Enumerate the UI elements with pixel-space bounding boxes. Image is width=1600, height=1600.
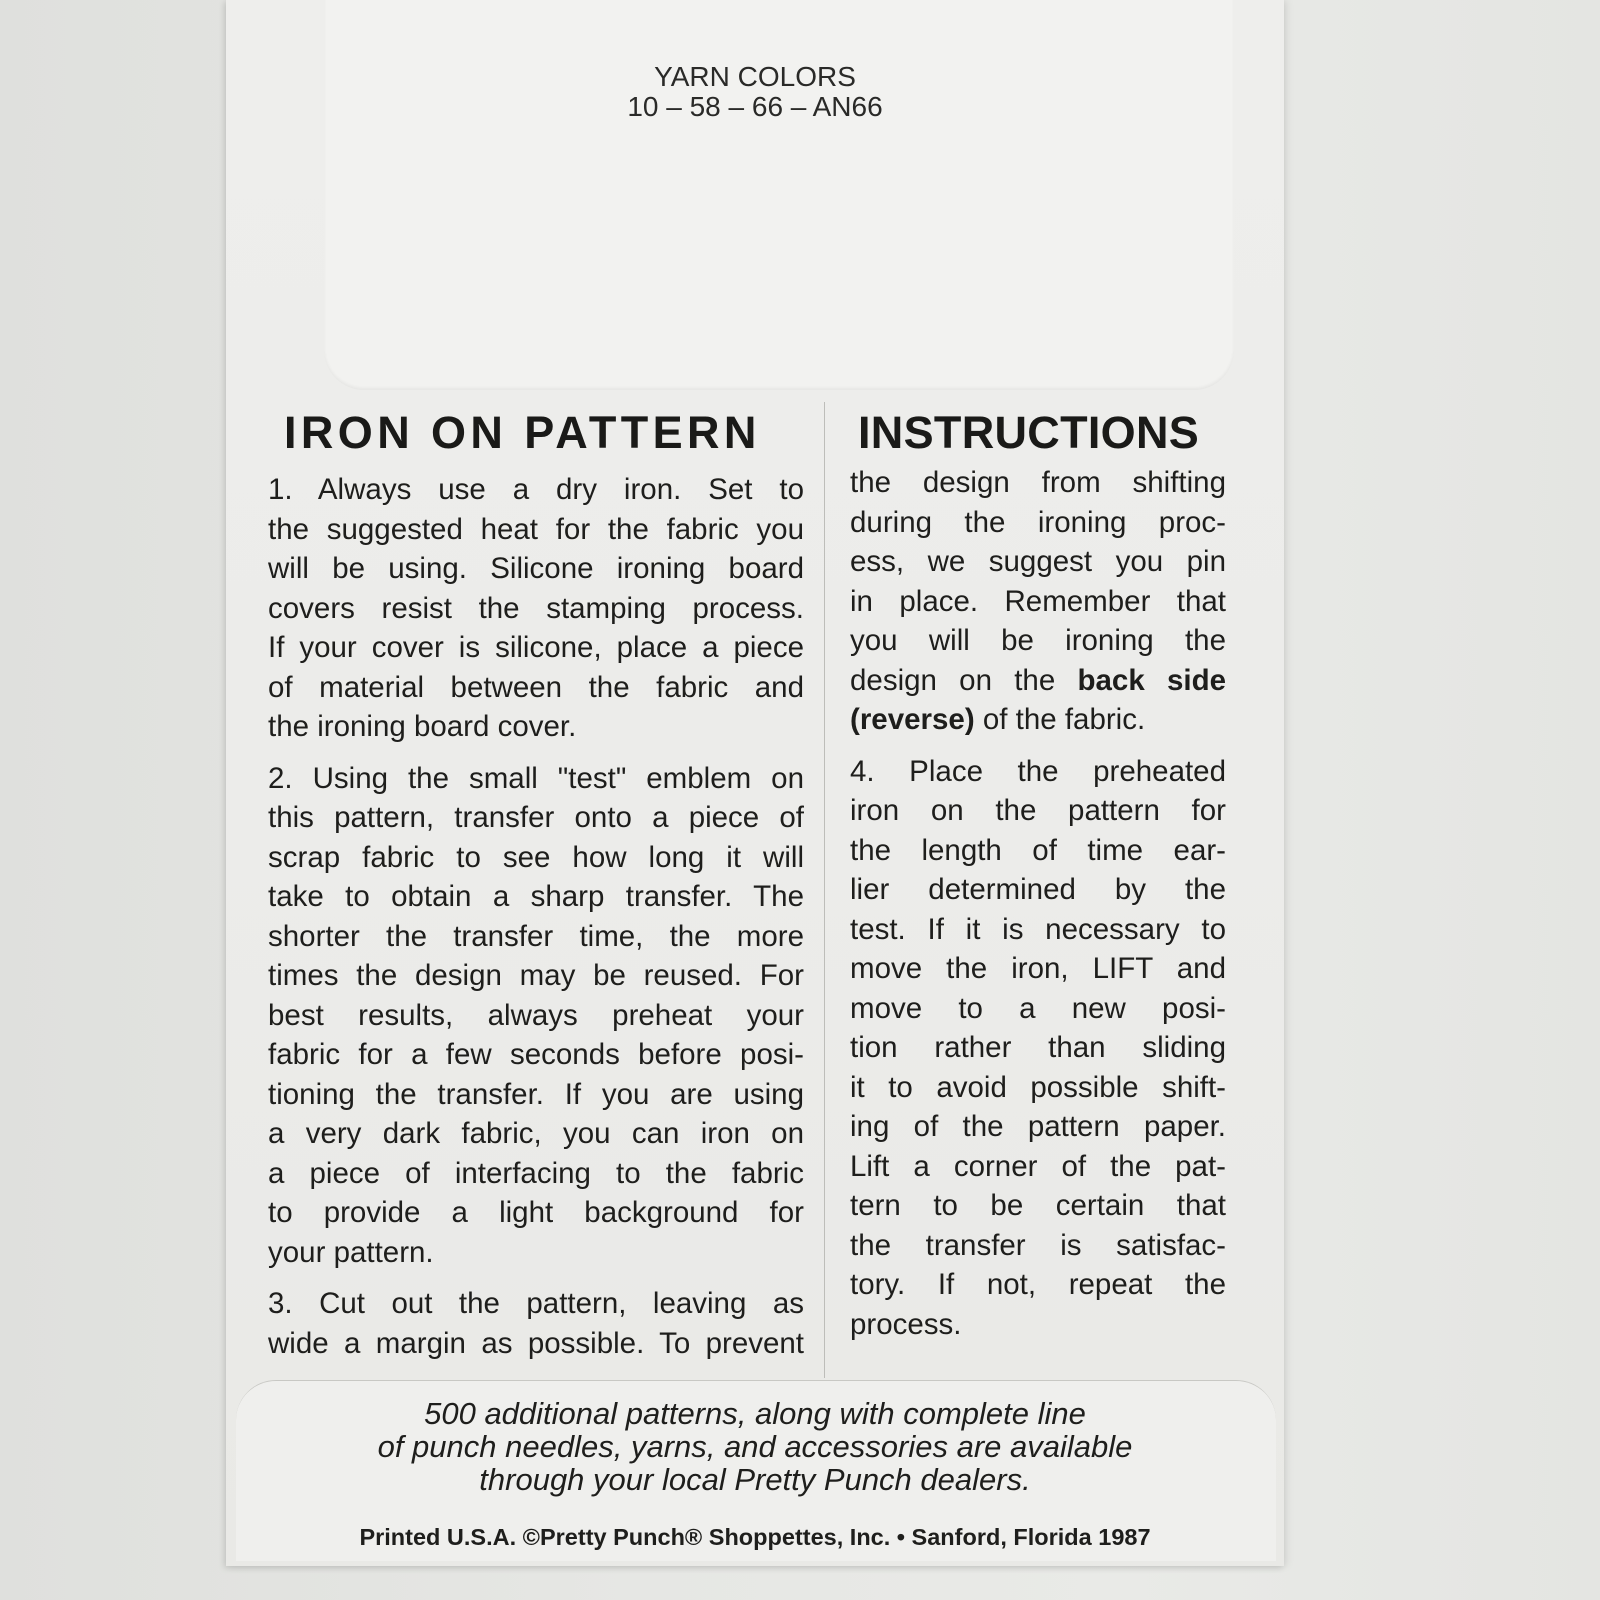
left-instructions-column	[268, 470, 804, 1363]
step3-continued-line	[850, 661, 1226, 701]
step1-line: the suggested heat for the fabric you	[268, 512, 804, 546]
step2-line: to provide a light background for	[268, 1196, 804, 1229]
pattern-envelope	[226, 0, 1284, 1566]
yarn-colors-block	[226, 62, 1284, 122]
step1-line: covers resist the stamping process.	[268, 591, 804, 625]
column-divider	[824, 402, 825, 1378]
step4-line: tory. If not, repeat the	[850, 1268, 1226, 1301]
step1-line: will be using. Silicone ironing board	[268, 552, 804, 585]
step4-line: move to a new posi-	[850, 991, 1226, 1025]
step3-text: of the fabric.	[974, 703, 1146, 736]
step4-line: Lift a corner of the pat-	[850, 1149, 1226, 1183]
yarn-colors-title: YARN COLORS	[654, 61, 856, 92]
step2-line: times the design may be reused. For	[268, 959, 804, 992]
step3-continued-line: during the ironing proc-	[850, 505, 1226, 539]
step2-line: a very dark fabric, you can iron on	[268, 1117, 804, 1150]
step2-line: your pattern.	[268, 1235, 434, 1269]
instructions-heading: INSTRUCTIONS	[858, 407, 1200, 458]
step3-line: 3. Cut out the pattern, leaving as	[268, 1287, 804, 1320]
step4-line: iron on the pattern for	[850, 794, 1226, 827]
paragraph-gap	[268, 747, 804, 759]
step1-line: the ironing board cover.	[268, 710, 577, 743]
step2-line: a piece of interfacing to the fabric	[268, 1156, 804, 1190]
printed-credit: Printed U.S.A. ©Pretty Punch® Shoppettes, Inc. • Sanford, Florida 1987	[359, 1524, 1151, 1550]
step3-continued-line: the design from shifting	[850, 466, 1226, 499]
step4-line: 4. Place the preheated	[850, 754, 1226, 788]
step1-line: If your cover is silicone, place a piece	[268, 631, 804, 664]
right-instructions-column	[850, 463, 1226, 1344]
promo-text	[226, 1397, 1284, 1496]
step4-line: tion rather than sliding	[850, 1031, 1226, 1064]
step4-line: the length of time ear-	[850, 833, 1226, 867]
reverse-emphasis: (reverse)	[850, 703, 975, 736]
step2-line: take to obtain a sharp transfer. The	[268, 880, 804, 913]
yarn-color-codes: 10 – 58 – 66 – AN66	[627, 91, 883, 122]
back-side-emphasis: back side	[1077, 663, 1226, 697]
paragraph-gap	[268, 1272, 804, 1284]
step4-line: the transfer is satisfac-	[850, 1228, 1226, 1262]
envelope-window	[324, 0, 1234, 390]
step4-line: lier determined by the	[850, 873, 1226, 906]
step2-line: fabric for a few seconds before posi-	[268, 1038, 804, 1071]
step4-line: test. If it is necessary to	[850, 912, 1226, 946]
step4-line: ing of the pattern paper.	[850, 1110, 1226, 1143]
step2-line: shorter the transfer time, the more	[268, 919, 804, 953]
promo-line: of punch needles, yarns, and accessories are available	[377, 1429, 1133, 1464]
step3-continued-line: ess, we suggest you pin	[850, 545, 1226, 578]
promo-line: 500 additional patterns, along with complete line	[424, 1396, 1086, 1431]
step2-line: tioning the transfer. If you are using	[268, 1077, 804, 1111]
step3-continued-line	[850, 700, 1226, 740]
step4-line: move the iron, LIFT and	[850, 952, 1226, 985]
step3-line: wide a margin as possible. To prevent	[268, 1326, 804, 1360]
step2-line: 2. Using the small "test" emblem on	[268, 761, 804, 795]
step4-line: process.	[850, 1307, 962, 1341]
step4-line: tern to be certain that	[850, 1189, 1226, 1222]
step4-line: it to avoid possible shift-	[850, 1070, 1226, 1104]
promo-line: through your local Pretty Punch dealers.	[479, 1462, 1031, 1497]
step3-text: design on the	[850, 663, 1078, 697]
step2-line: best results, always preheat your	[268, 998, 804, 1032]
step2-line: this pattern, transfer onto a piece of	[268, 801, 804, 834]
iron-on-pattern-heading: IRON ON PATTERN	[284, 407, 761, 458]
step1-line: 1. Always use a dry iron. Set to	[268, 473, 804, 506]
step1-line: of material between the fabric and	[268, 670, 804, 704]
step2-line: scrap fabric to see how long it will	[268, 840, 804, 874]
step3-continued-line: you will be ironing the	[850, 624, 1226, 657]
step3-continued-line: in place. Remember that	[850, 584, 1226, 618]
paragraph-gap	[850, 740, 1226, 752]
